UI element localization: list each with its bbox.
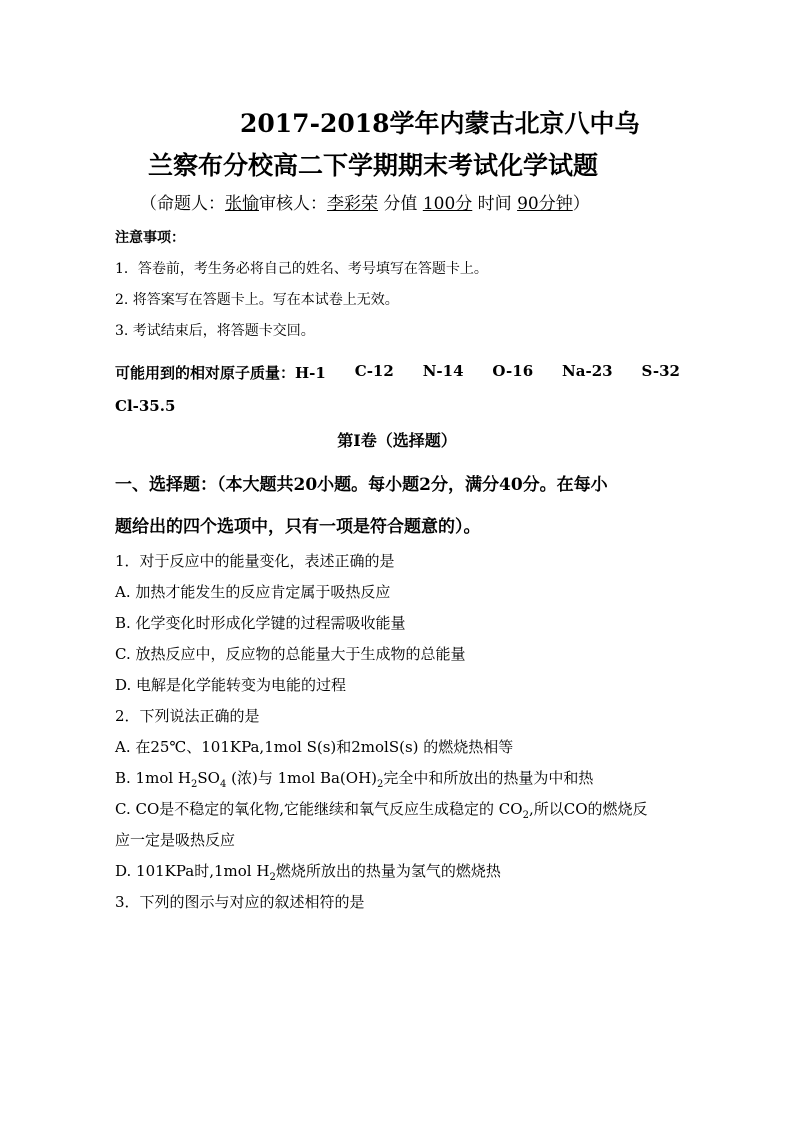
q2b-text-2: SO bbox=[197, 769, 220, 787]
atomic-mass-s: S-32 bbox=[641, 362, 680, 380]
q2b-sub-3: 2 bbox=[377, 779, 384, 790]
q2b-text-1: B. 1mol H bbox=[115, 769, 192, 787]
part1-instructions-line2: 题给出的四个选项中，只有一项是符合题意的）。 bbox=[115, 517, 481, 537]
question-1-option-d: D. 电解是化学能转变为电能的过程 bbox=[115, 676, 347, 694]
subtitle-open: （命题人： bbox=[140, 194, 225, 214]
question-2-option-c-cont: 应一定是吸热反应 bbox=[115, 831, 236, 849]
reviewer-label: 审核人： bbox=[259, 194, 327, 214]
time-label: 时间 bbox=[472, 194, 518, 214]
q2d-sub: 2 bbox=[269, 872, 276, 883]
question-2-stem: 2．下列说法正确的是 bbox=[115, 707, 260, 725]
section-title: 第I卷（选择题） bbox=[337, 431, 457, 450]
part1-instructions-line1: 一、选择题：（本大题共20小题。每小题2分，满分40分。在每小 bbox=[115, 475, 608, 495]
atomic-mass-o: O-16 bbox=[492, 362, 534, 380]
question-1-option-b: B. 化学变化时形成化学键的过程需吸收能量 bbox=[115, 614, 406, 632]
question-3-stem: 3．下列的图示与对应的叙述相符的是 bbox=[115, 893, 365, 911]
q2c-text-2: ,所以CO的燃烧反 bbox=[528, 800, 648, 818]
q2c-text-1: C. CO是不稳定的氧化物,它能继续和氧气反应生成稳定的 CO bbox=[115, 800, 523, 818]
score-label: 分值 bbox=[378, 194, 423, 214]
exam-title-line1: 2017-2018学年内蒙古北京八中乌 bbox=[240, 109, 640, 138]
q2b-text-3: (浓)与 1mol Ba(OH) bbox=[226, 769, 377, 787]
q2b-text-4: 完全中和所放出的热量为中和热 bbox=[383, 769, 594, 787]
atomic-masses-label: 可能用到的相对原子质量：H-1 bbox=[115, 364, 326, 382]
question-1-option-c: C. 放热反应中，反应物的总能量大于生成物的总能量 bbox=[115, 645, 466, 663]
subtitle-close: ） bbox=[572, 194, 590, 214]
score-value: 100分 bbox=[422, 194, 473, 214]
notes-heading: 注意事项： bbox=[115, 230, 185, 246]
setter-name: 张愉 bbox=[225, 194, 259, 214]
exam-title-line2: 兰察布分校高二下学期期末考试化学试题 bbox=[148, 151, 599, 180]
reviewer-name: 李彩荣 bbox=[327, 194, 378, 214]
question-1-option-a: A. 加热才能发生的反应肯定属于吸热反应 bbox=[115, 583, 391, 601]
atomic-mass-cl: Cl-35.5 bbox=[115, 397, 176, 415]
question-2-option-d bbox=[115, 861, 501, 881]
note-item-3: 3. 考试结束后，将答题卡交回。 bbox=[115, 323, 315, 339]
exam-subtitle bbox=[140, 189, 590, 214]
question-2-option-b bbox=[115, 768, 593, 788]
atomic-masses bbox=[115, 362, 680, 383]
question-1-stem: 1．对于反应中的能量变化，表述正确的是 bbox=[115, 552, 395, 570]
q2d-text-2: 燃烧所放出的热量为氢气的燃烧热 bbox=[275, 862, 501, 880]
question-2-option-a: A. 在25℃、101KPa,1mol S(s)和2molS(s) 的燃烧热相等 bbox=[115, 738, 514, 756]
time-value: 90分钟 bbox=[517, 194, 573, 214]
note-item-2: 2. 将答案写在答题卡上。写在本试卷上无效。 bbox=[115, 292, 399, 308]
q2c-sub: 2 bbox=[522, 810, 529, 821]
atomic-mass-c: C-12 bbox=[354, 362, 394, 380]
note-item-1: 1．答卷前，考生务必将自己的姓名、考号填写在答题卡上。 bbox=[115, 261, 488, 277]
q2b-sub-1: 2 bbox=[191, 779, 198, 790]
question-2-option-c bbox=[115, 799, 648, 819]
atomic-mass-n: N-14 bbox=[422, 362, 464, 380]
q2b-sub-2: 4 bbox=[219, 779, 227, 790]
q2d-text-1: D. 101KPa时,1mol H bbox=[115, 862, 270, 880]
atomic-mass-na: Na-23 bbox=[562, 362, 613, 380]
